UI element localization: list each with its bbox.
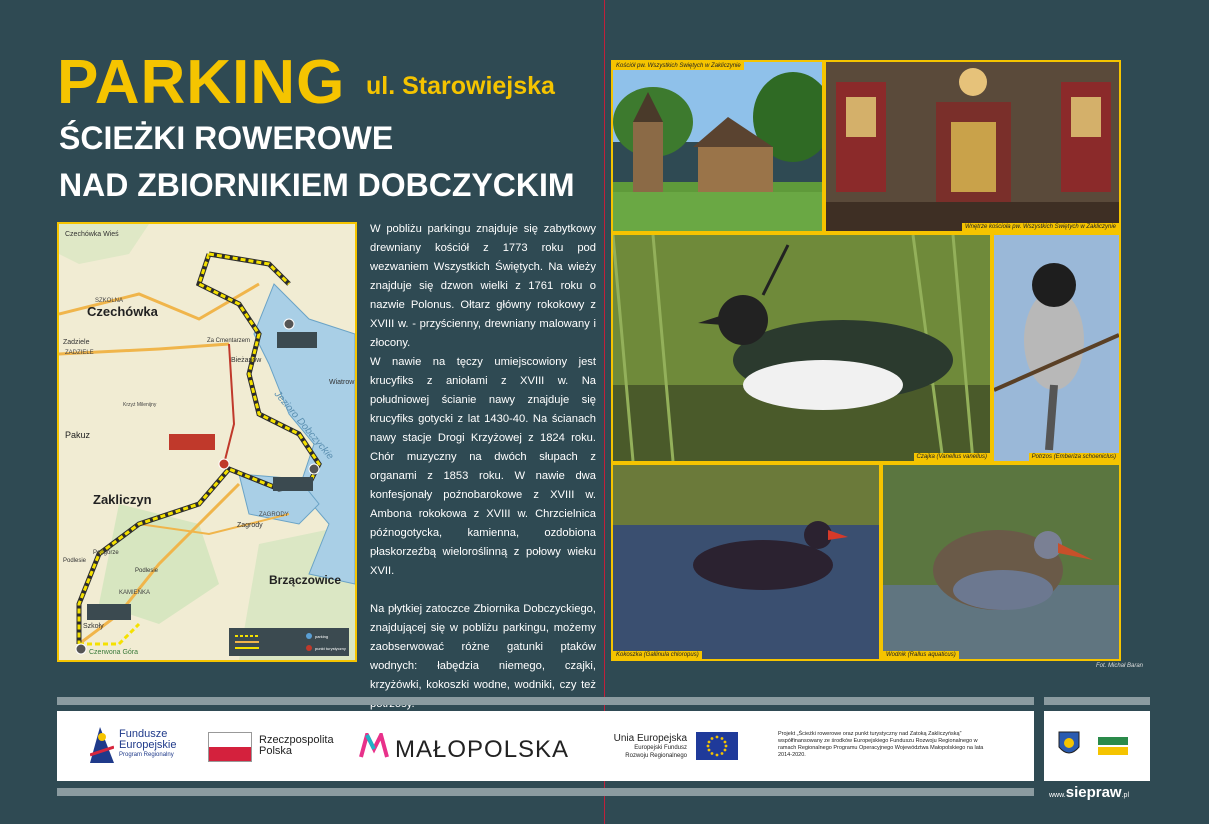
- map-label: Czechówka: [87, 304, 158, 319]
- website-link[interactable]: [1049, 784, 1129, 801]
- caption-bunting: Potrzos (Emberiza schoeniclus): [1029, 453, 1119, 461]
- fe-line-2: Europejskie: [119, 739, 177, 751]
- fe-line-3: Program Regionalny: [119, 752, 174, 758]
- photo-lapwing: [611, 233, 992, 463]
- route-map: [57, 222, 357, 662]
- footer-band-bottom: [57, 788, 1034, 796]
- map-label: Bieżanów: [231, 357, 262, 364]
- caption-lapwing: Czajka (Vanellus vanellus): [914, 453, 990, 461]
- map-label: SZKOLNA: [95, 298, 124, 304]
- legend-item: parking: [315, 634, 329, 639]
- malopolska-text: MAŁOPOLSKA: [395, 736, 570, 763]
- map-label: Zadziele: [63, 339, 90, 346]
- map-label: Podlesie: [135, 568, 159, 574]
- tourist-point-icon: [306, 645, 312, 651]
- eu-flag-icon: [696, 732, 738, 760]
- local-brand-icon: [1096, 731, 1130, 759]
- photo-rail: [881, 463, 1121, 661]
- map-label: KAMIEŃKA: [119, 590, 151, 596]
- project-note: Projekt „Ścieżki rowerowe oraz punkt turystyczny nad Zatoką Zakliczyńską” współfinansowany ze środków Europejskiego Funduszu Rozwoju Regionalnego w ramach Regionalnego Programu Operacyjnego Województwa Małopolskiego na lata 2014-2020.: [778, 731, 984, 758]
- fe-logo-icon: [90, 727, 114, 763]
- photo-bunting: [992, 233, 1121, 463]
- local-logos: [1044, 711, 1150, 781]
- map-label: Brzączowice: [269, 573, 342, 587]
- coat-of-arms-icon: [1058, 731, 1080, 759]
- map-label: Podlesie: [63, 558, 87, 564]
- paragraph-interior: W nawie na tęczy umiejscowiony jest krucyfiks z aniołami z XVIII w. Na południowej ścianie nawy znajduje się krucyfiks gotycki z lat 1430-40. Na ścianach nawy stacje Drogi Krzyżowej z 1824 roku. Chór muzyczny na dwóch słupach z organami z 1853 roku. W nawie dwa konfesjonały poźnobarokowe z XVIII w. Ambona rokokowa z XVIII w. Chrzcielnica późnogotycka, kamienna, ozdobiona płaskorzeźbą wieloroślinną z połowy wieku XVII.: [370, 356, 596, 577]
- page-title: PARKING: [57, 48, 346, 117]
- website-main: siepraw: [1065, 784, 1122, 801]
- footer-band-top: [57, 697, 1034, 705]
- description: [370, 220, 596, 714]
- map-label: Czechówka Wieś: [65, 231, 119, 238]
- map-label: Jezioro Dobczyckie: [271, 388, 336, 462]
- map-label: Wiatrow: [329, 379, 355, 386]
- footer-band-top-right: [1044, 697, 1150, 705]
- malopolska-logo-icon: [359, 733, 389, 759]
- website-suffix: .pl: [1121, 792, 1130, 799]
- subtitle-line-1: ŚCIEŻKI ROWEROWE: [59, 120, 394, 156]
- map-label: Podgórze: [93, 550, 119, 556]
- polish-flag-icon: [208, 732, 252, 762]
- rp-line-2: Polska: [259, 745, 293, 757]
- ue-line-2: Europejski Fundusz: [634, 745, 687, 751]
- map-label: Czerwona Góra: [89, 649, 139, 656]
- map-label: Krzyż Milenijny: [123, 402, 157, 408]
- photo-interior: [824, 60, 1121, 233]
- paragraph-birds: Na płytkiej zatoczce Zbiornika Dobczyckiego, znajdującej się w pobliżu parkingu, możemy zaobserwować różne gatunki ptaków wodnych: łabędzia niemego, czajki, krzyżówki, kokoszki wodne, wodniki, czy też: [370, 603, 596, 691]
- map-label: Szkoły: [83, 623, 104, 630]
- caption-interior: Wnętrze kościoła pw. Wszystkich Świętych w Zakliczynie: [962, 223, 1119, 231]
- map-label: Pakuz: [65, 430, 91, 440]
- rp-line-1: Rzeczpospolita: [259, 734, 334, 746]
- fe-line-1: Fundusze: [119, 728, 168, 740]
- photo-credit: Fot. Michał Baran: [1096, 663, 1144, 669]
- funding-logos: [57, 711, 1034, 781]
- subtitle-line-2: NAD ZBIORNIKIEM DOBCZYCKIM: [59, 167, 575, 203]
- website-prefix: www.: [1049, 792, 1066, 799]
- photo-church: [611, 60, 824, 233]
- map-label: Zagrody: [237, 522, 263, 529]
- legend-item: punkt turystyczny: [315, 646, 346, 651]
- map-label: ZAGRODY: [259, 512, 289, 518]
- map-label: Zakliczyn: [93, 492, 152, 507]
- street-name: ul. Starowiejska: [366, 72, 555, 100]
- caption-rail: Wodnik (Rallus aquaticus): [883, 651, 959, 659]
- paragraph-church: W pobliżu parkingu znajduje się zabytkowy drewniany kościół z 1773 roku pod wezwaniem Wszystkich Świętych. Na wieży znajduje się dzwon wielki z 1761 roku o nazwie Polonus. Ołtarz główny rokokowy z XVIII w. - przyścienny, drewniany malowany i złocony.: [370, 223, 596, 349]
- caption-church: Kościół pw. Wszystkich Świętych w Zakliczynie: [613, 62, 744, 70]
- map-label: Za Cmentarzem: [207, 338, 251, 344]
- ue-line-1: Unia Europejska: [613, 733, 687, 744]
- parking-icon: [306, 633, 312, 639]
- map-label: ZADZIELE: [65, 350, 94, 356]
- photo-moorhen: [611, 463, 881, 661]
- ue-line-3: Rozwoju Regionalnego: [625, 753, 687, 759]
- caption-moorhen: Kokoszka (Gallinula chloropus): [613, 651, 702, 659]
